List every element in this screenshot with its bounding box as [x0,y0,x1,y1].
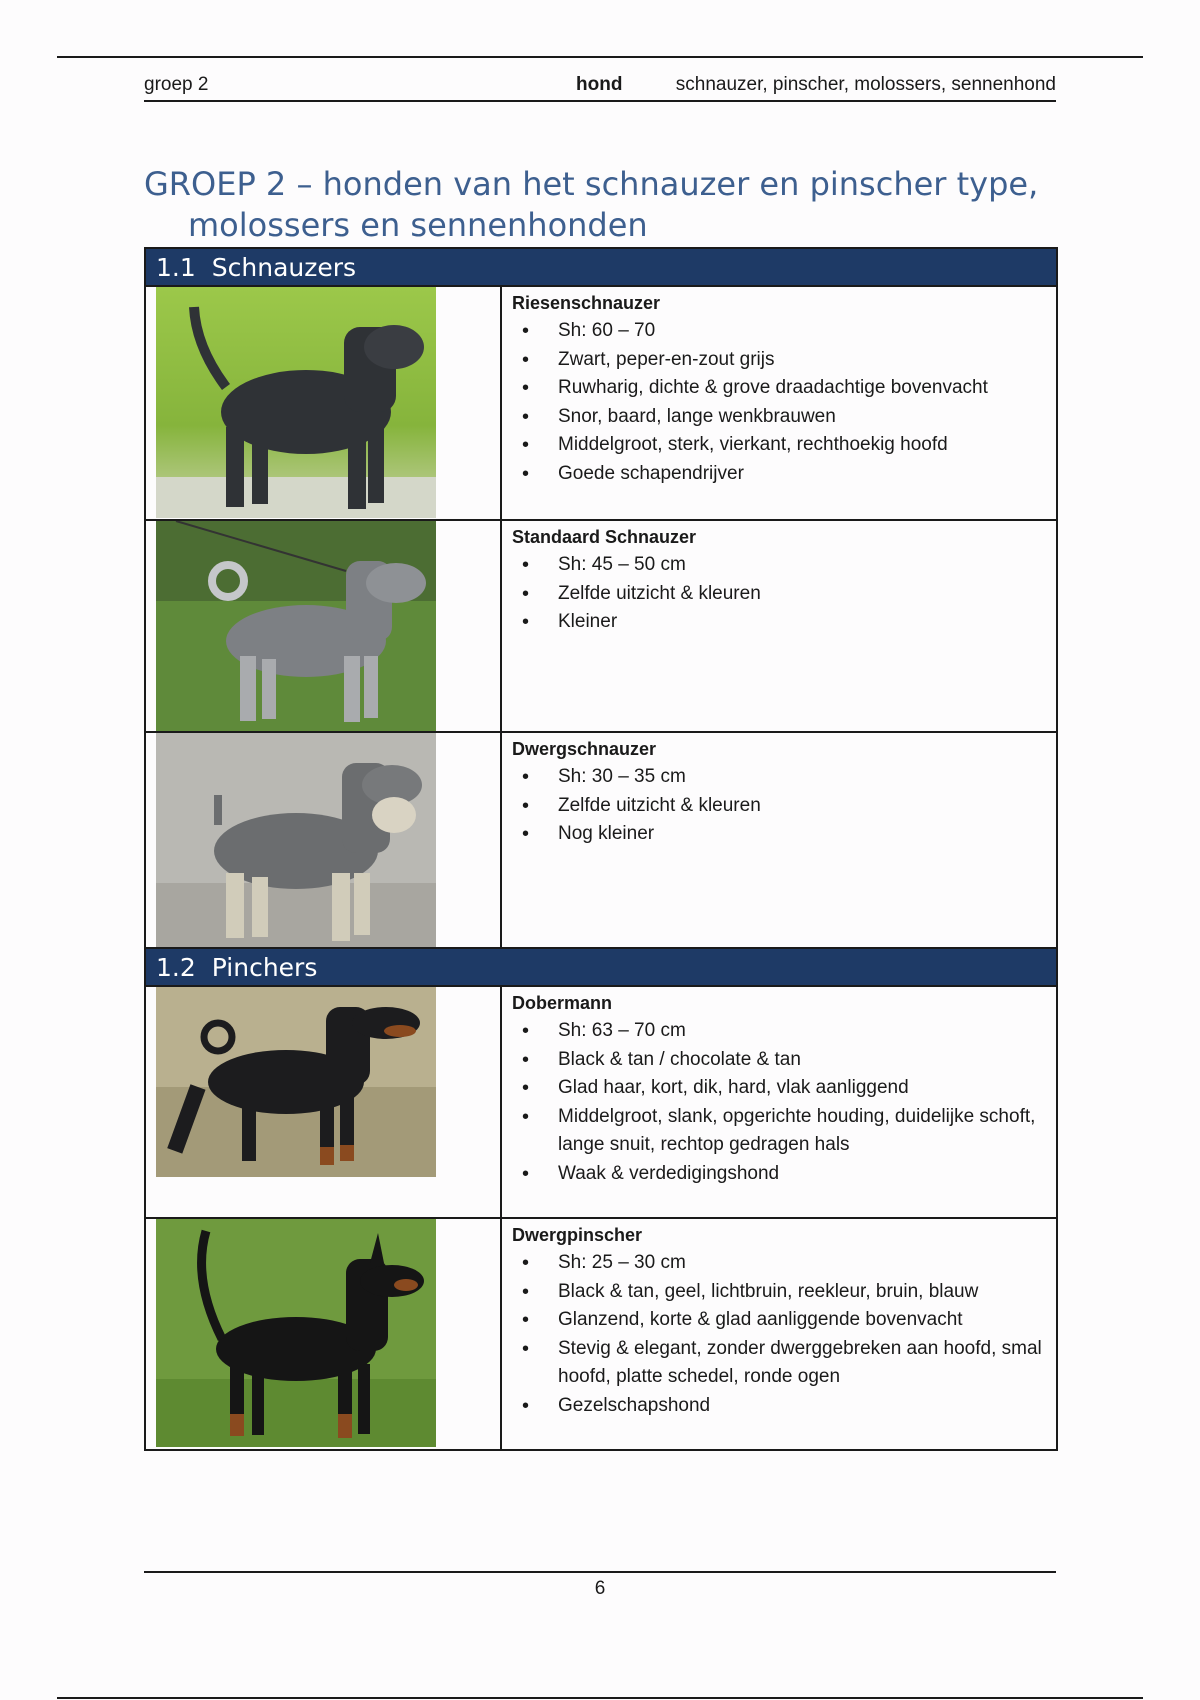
breed-table [144,247,1058,1451]
breed-info-cell [501,286,1057,520]
breed-row-dobermann [145,986,1057,1218]
breed-info-cell [501,732,1057,948]
breed-row-dwergschnauzer [145,732,1057,948]
fact-item: • Stevig & elegant, zonder dwerggebreken aan hoofd, smal hoofd, platte schedel, ronde ogen [512,1335,1048,1392]
fact-item: • Nog kleiner [512,820,1048,849]
fact-item: • Black & tan / chocolate & tan [512,1046,1048,1075]
fact-item: • Sh: 63 – 70 cm [512,1017,1048,1046]
riesenschnauzer-photo [156,287,436,518]
section-header-pinchers [145,948,1057,986]
section-title: Schnauzers [211,252,357,282]
breed-facts [512,763,1048,849]
dobermann-photo [156,987,436,1177]
fact-item: • Waak & verdedigingshond [512,1160,1048,1189]
fact-item: • Zelfde uitzicht & kleuren [512,580,1048,609]
fact-item: • Goede schapendrijver [512,460,1048,489]
breed-info-cell [501,520,1057,732]
page-bottom-rule [57,1697,1143,1699]
page-title-line-1: GROEP 2 – honden van het schnauzer en pinscher type, [144,165,1039,203]
header-group-label: groep 2 [144,74,209,95]
breed-photo-cell [145,520,501,732]
fact-item: • Glad haar, kort, dik, hard, vlak aanliggend [512,1074,1048,1103]
fact-item: • Ruwharig, dichte & grove draadachtige bovenvacht [512,374,1048,403]
breed-photo-cell [145,732,501,948]
breed-row-standaard-schnauzer [145,520,1057,732]
fact-item: • Zwart, peper-en-zout grijs [512,346,1048,375]
breed-name: Dwergpinscher [512,1225,643,1245]
fact-item: • Glanzend, korte & glad aanliggende bovenvacht [512,1306,1048,1335]
fact-item: • Sh: 30 – 35 cm [512,763,1048,792]
dwergpinscher-photo [156,1219,436,1447]
fact-item: • Zelfde uitzicht & kleuren [512,792,1048,821]
breed-info-cell [501,1218,1057,1450]
fact-item: • Sh: 25 – 30 cm [512,1249,1048,1278]
breed-name: Dobermann [512,993,613,1013]
breed-facts [512,551,1048,637]
fact-item: • Snor, baard, lange wenkbrauwen [512,403,1048,432]
running-header [144,70,1056,102]
breed-photo-cell [145,286,501,520]
breed-facts [512,1017,1048,1188]
page-number: 6 [594,1578,606,1599]
section-number: 1.1 [156,252,196,282]
breed-photo-cell [145,1218,501,1450]
breed-row-riesenschnauzer [145,286,1057,520]
fact-item: • Gezelschapshond [512,1392,1048,1421]
breed-facts [512,317,1048,488]
breed-name: Riesenschnauzer [512,293,661,313]
page-top-rule [57,56,1143,58]
breed-name: Standaard Schnauzer [512,527,697,547]
page-title [144,164,1056,246]
header-topics: schnauzer, pinscher, molossers, sennenhond [675,74,1056,95]
breed-info-cell [501,986,1057,1218]
fact-item: • Kleiner [512,608,1048,637]
standaard-schnauzer-photo [156,521,436,731]
fact-item: • Middelgroot, slank, opgerichte houding, duidelijke schoft, lange snuit, rechtop gedragen hals [512,1103,1048,1160]
fact-item: • Sh: 45 – 50 cm [512,551,1048,580]
fact-item: • Black & tan, geel, lichtbruin, reekleur, bruin, blauw [512,1278,1048,1307]
dwergschnauzer-photo [156,733,436,947]
fact-item: • Sh: 60 – 70 [512,317,1048,346]
breed-name: Dwergschnauzer [512,739,657,759]
header-animal-label: hond [576,74,623,95]
breed-row-dwergpinscher [145,1218,1057,1450]
section-number: 1.2 [156,952,196,982]
breed-facts [512,1249,1048,1420]
section-title: Pinchers [211,952,318,982]
breed-photo-cell [145,986,501,1218]
fact-item: • Middelgroot, sterk, vierkant, rechthoekig hoofd [512,431,1048,460]
footer-rule [144,1571,1056,1573]
section-header-schnauzers [145,248,1057,286]
page-title-line-2: molossers en sennenhonden [188,206,648,244]
